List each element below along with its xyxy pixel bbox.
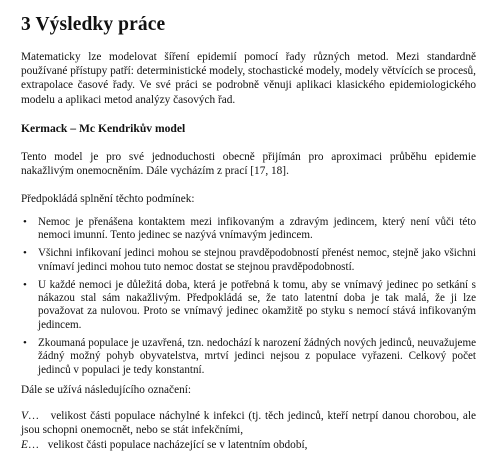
ellipsis: …	[27, 410, 51, 422]
list-item-text: U každé nemoci je důležitá doba, která je potřebná k tomu, aby se vnímavý jedinec po setkání s nákazou stal sám nakažlivým. Předpokládá se, že tato latentní doba je tak malá, že ji lze považovat za nulovou. Proto se vnímavý jedinec okamžitě po styku s nemocí stává infikovaným jedincem.	[38, 278, 476, 331]
assumptions-lead: Předpokládá splnění těchto podmínek:	[21, 193, 195, 205]
list-item-text: Zkoumaná populace je uzavřená, tzn. nedochází k narození žádných nových jedinců, neuvažujeme žádný možný pohyb obyvatelstva, mrtví jedinci nejsou z populace vyřazeni. Celkový počet jedinců v populaci je tedy konstantní.	[38, 336, 476, 376]
section-heading: 3 Výsledky práce	[21, 14, 166, 35]
bullet-icon: •	[23, 278, 27, 291]
intro-paragraph: Matematicky lze modelovat šíření epidemií pomocí řady různých metod. Mezi standardně používané přístupy patří: deterministické modely, stochastické modely, modely větvících se procesů, extrapolace časové řady. Ve své práci se podrobně věnuji aplikaci klasického epidemiologického modelu a aplikaci metod analýzy časových řad.	[21, 51, 476, 106]
list-item-text: Všichni infikovaní jedinci mohou se stejnou pravděpodobností přenést nemoc, stejně jako všichni vnímaví jedinci mohou tuto nemoc dostat se stejnou pravděpodobností.	[38, 247, 476, 273]
list-item	[21, 337, 476, 377]
list-item	[21, 216, 476, 243]
notation-text: velikost části populace náchylné k infekci (tj. těch jedinců, kteří netrpí danou chorobou, ale jsou schopni onemocnět, nebo se stát infekčními,	[21, 410, 476, 437]
list-item	[21, 247, 476, 274]
notation-item-v	[21, 409, 476, 437]
notation-text: velikost části populace nacházející se v latentním období,	[47, 439, 308, 451]
ellipsis: …	[27, 439, 48, 451]
list-item	[21, 279, 476, 333]
bullet-icon: •	[23, 336, 27, 349]
notation-symbol: E	[21, 439, 28, 451]
notation-item-e	[21, 438, 476, 452]
list-item-text: Nemoc je přenášena kontaktem mezi infikovaným a zdravým jedincem, který není vůči této nemoci imunní. Tento jedinec se nazývá vnímavým jedincem.	[38, 216, 476, 242]
bullet-icon: •	[23, 247, 27, 260]
notation-lead: Dále se užívá následujícího označení:	[21, 384, 192, 396]
model-paragraph: Tento model je pro své jednoduchosti obecně přijímán pro aproximaci průběhu epidemie nakažlivým onemocněním. Dále vycházím z prací [17, 18].	[21, 151, 476, 178]
notation-symbol: V	[21, 410, 28, 422]
assumptions-list	[21, 216, 476, 381]
model-subheading: Kermack – Mc Kendrikův model	[21, 122, 186, 135]
bullet-icon: •	[23, 216, 27, 228]
